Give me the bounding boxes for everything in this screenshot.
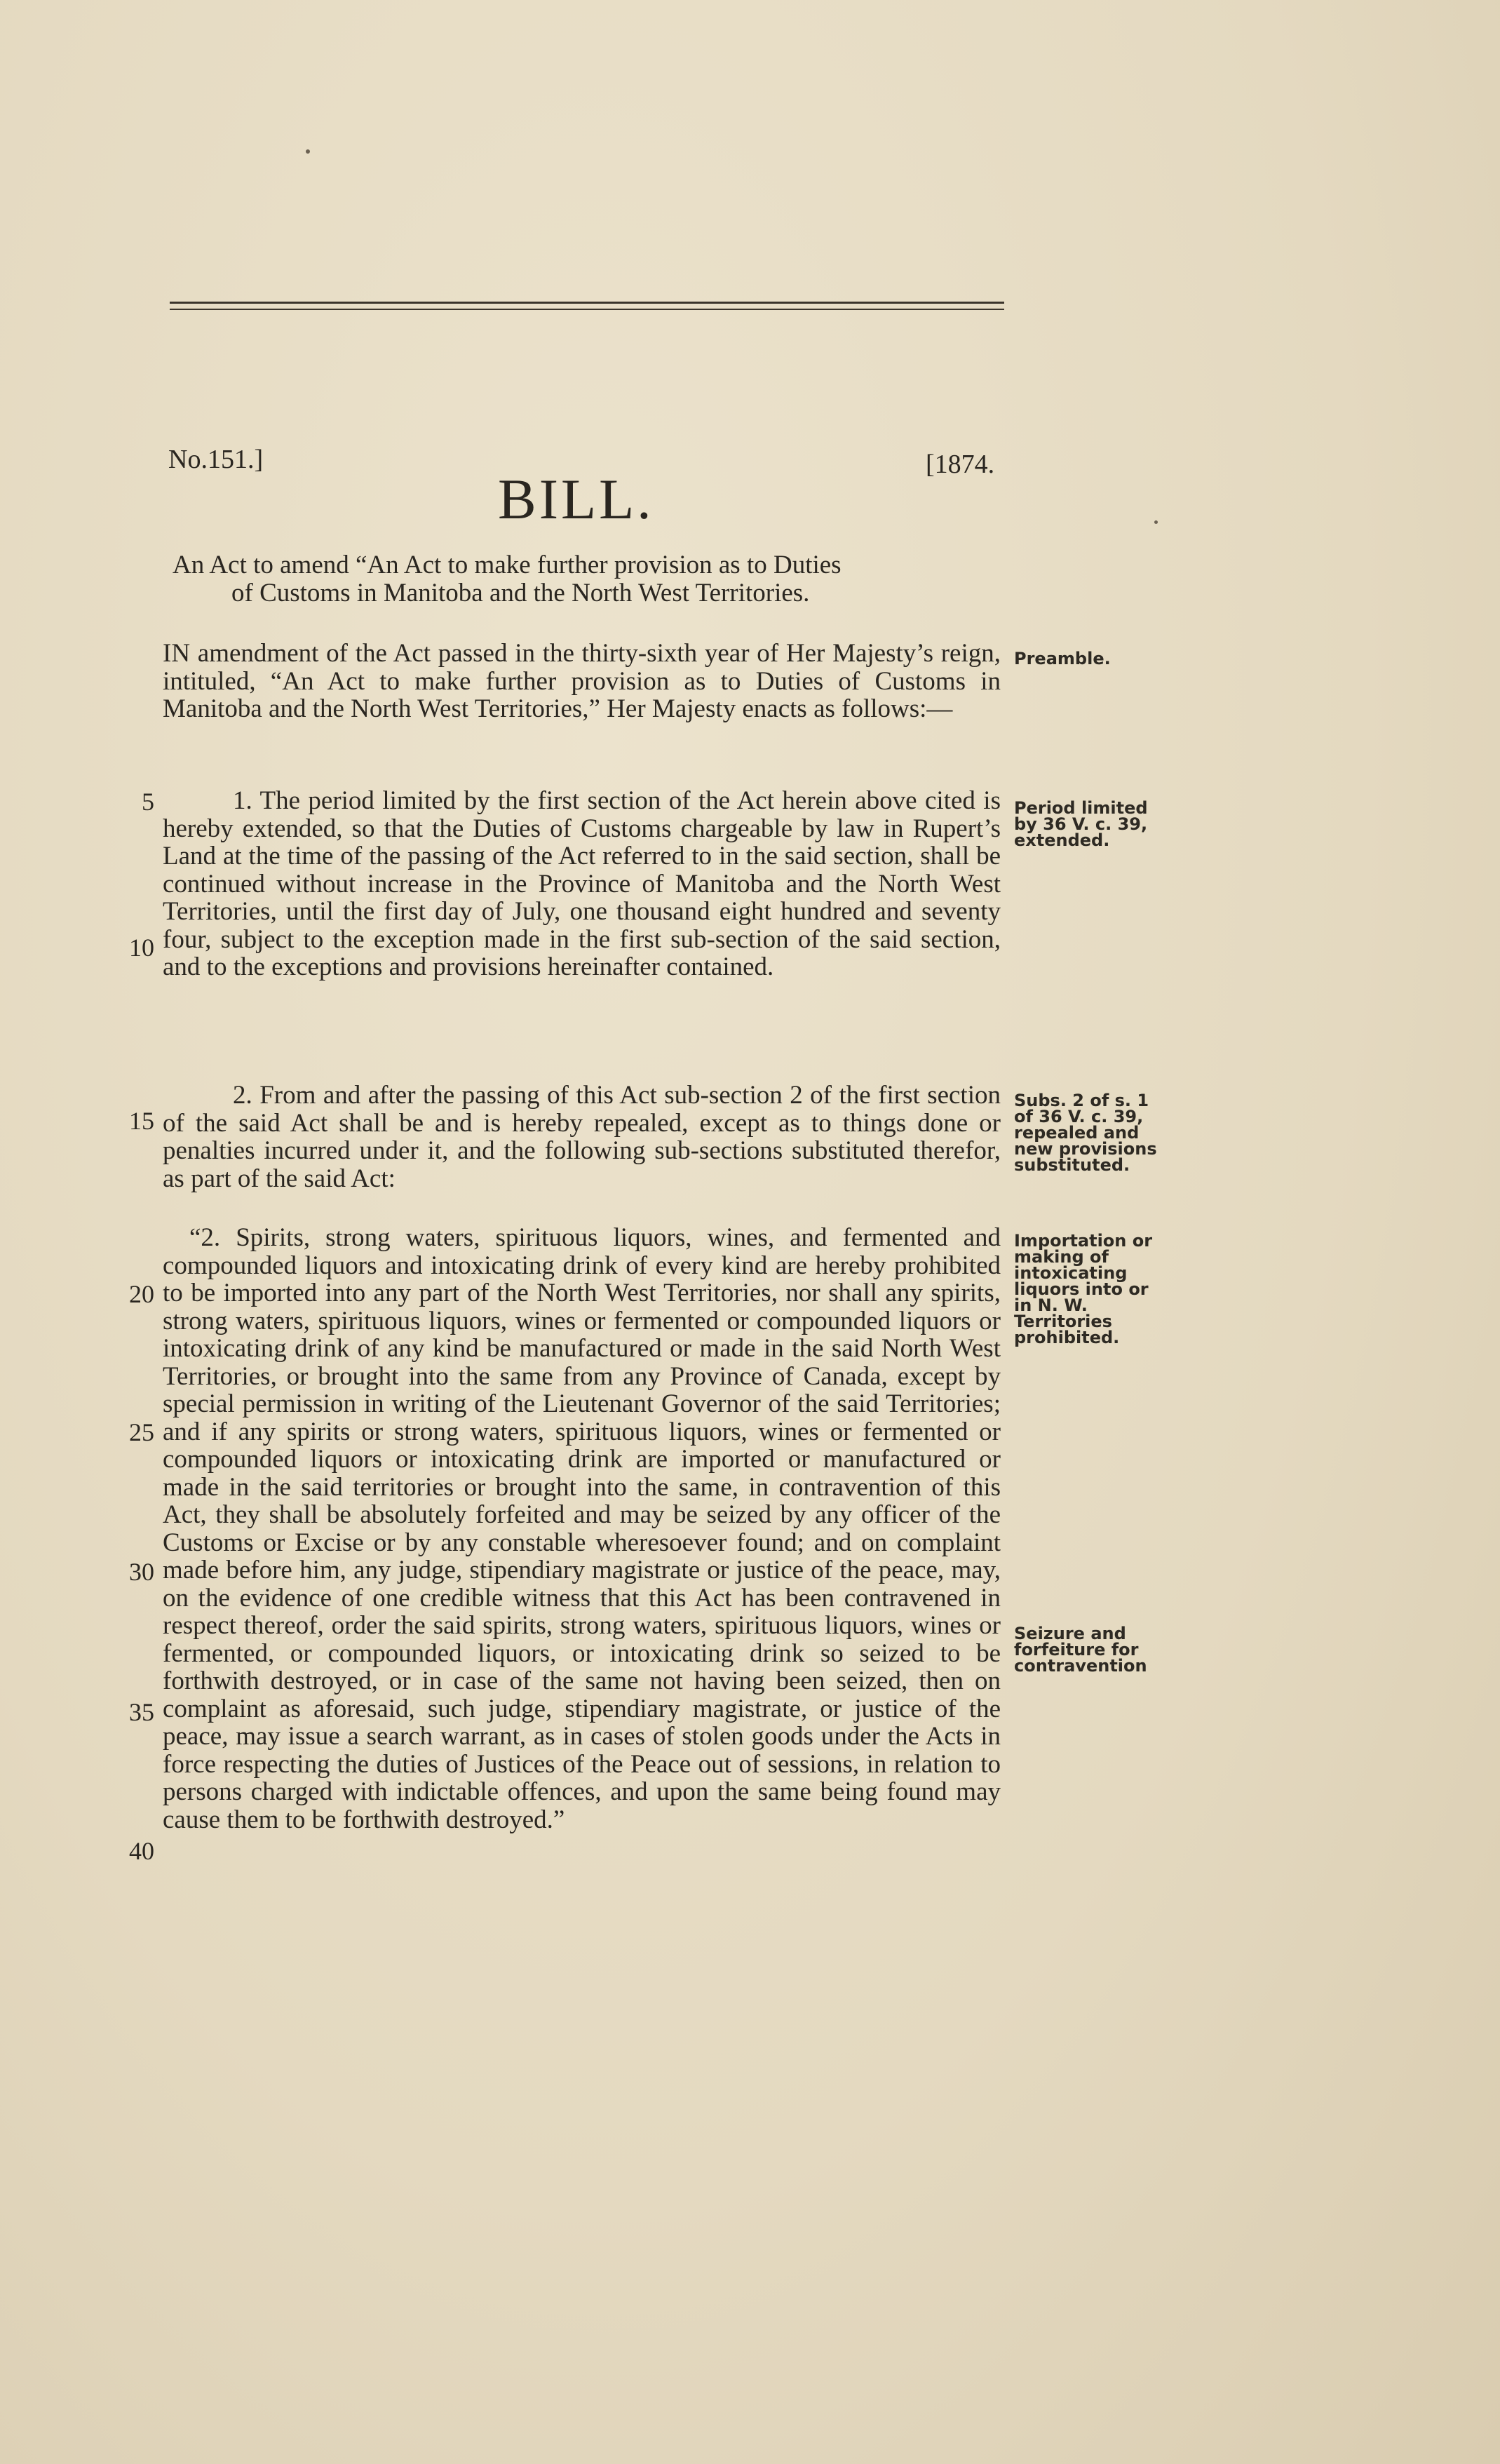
line-number: 20 xyxy=(129,1280,154,1308)
subtitle-line-1: An Act to amend “An Act to make further provision as to Duties xyxy=(173,551,842,579)
line-number: 35 xyxy=(129,1698,154,1726)
top-rule xyxy=(170,302,1004,304)
line-number: 15 xyxy=(129,1107,154,1135)
section-2-paragraph xyxy=(163,1082,1001,1192)
margin-note-preamble: Preamble. xyxy=(1014,649,1111,668)
subtitle-line-2: of Customs in Manitoba and the North West Territories. xyxy=(231,579,810,607)
subsection-2-text: “2. Spirits, strong waters, spirituous liquors, wines, and fermented and compounded liquors and intoxicating drink of every kind are hereby prohibited to be imported into any part of the North West Territories, nor shall any spirits, strong waters, spirituous liquors, wines or fermented or compounded liquors or intoxicating drink of any kind be manufactured or made in the said North West Territories, or brought into the same from any Province of Canada, except by special permission in writing of the Lieutenant Governor of the said Territories; and if any spirits or strong waters, spirituous liquors, wines or fermented or compounded liquors or intoxicating drink are imported or manufactured or made in the said territories or brought into the same, in contravention of this Act, they shall be absolutely forfeited and may be seized by any officer of the Customs or Excise or by any constable wheresoever found; and on complaint made before him, any judge, stipendiary magistrate or justice of the peace, may, on the evidence of one credible witness that this Act has been contravened in respect thereof, order the said spirits, strong waters, spirituous liquors, wines or fermented, or compounded liquors, or intoxicating drink so seized to be forthwith destroyed, or in case of the same not having been seized, then on complaint as aforesaid, such judge, stipendiary magistrate, or justice of the peace, may issue a search warrant, as in cases of stolen goods under the Acts in force respecting the duties of Justices of the Peace out of sessions, in relation to persons charged with indictable offences, and upon the same being found may cause them to be forthwith destroyed.” xyxy=(163,1223,1001,1834)
line-number: 30 xyxy=(129,1558,154,1586)
line-number: 40 xyxy=(129,1837,154,1865)
section-1-paragraph xyxy=(163,787,1001,981)
margin-note-importation: Importation or making of intoxicating liquors into or in N. W. Territories prohibited. xyxy=(1014,1231,1153,1347)
paper-speck xyxy=(306,149,310,154)
margin-note-section-1: Period limited by 36 V. c. 39, extended. xyxy=(1014,798,1148,850)
preamble-text: IN amendment of the Act passed in the thirty-sixth year of Her Majesty’s reign, intituled, “An Act to make further provision as to Duties of Customs in Manitoba and the North West Territories,” Her Majesty enacts as follows:— xyxy=(163,639,1001,723)
section-2-text: 2. From and after the passing of this Act sub-section 2 of the first section of the said Act shall be and is hereby repealed, except as to things done or penalties incurred under it, and the following sub-sections substituted therefor, as part of the said Act: xyxy=(163,1081,1001,1193)
bill-subtitle xyxy=(173,551,1007,607)
bill-number: No.151.] xyxy=(168,445,264,474)
bill-year: [1874. xyxy=(926,450,995,479)
section-1-text: 1. The period limited by the first section of the Act herein above cited is hereby extended, so that the Duties of Customs chargeable by law in Rupert’s Land at the time of the passing of the Act referred to in the said section, shall be continued without increase in the Province of Manitoba and the North West Territories, until the first day of July, one thousand eight hundred and seventy four, subject to the exception made in the first sub-section of the said section, and to the exceptions and provisions hereinafter contained. xyxy=(163,786,1001,981)
top-rule-secondary xyxy=(170,309,1004,310)
line-number: 25 xyxy=(129,1418,154,1446)
margin-note-section-2: Subs. 2 of s. 1 of 36 V. c. 39, repealed and new provisions substituted. xyxy=(1014,1091,1157,1175)
line-number: 5 xyxy=(142,788,154,816)
line-number: 10 xyxy=(129,934,154,962)
paper-speck xyxy=(1154,520,1158,524)
subsection-2-paragraph xyxy=(163,1224,1001,1833)
preamble-paragraph xyxy=(163,640,1001,723)
page-title: BILL. xyxy=(498,467,654,531)
margin-note-seizure: Seizure and forfeiture for contravention xyxy=(1014,1624,1147,1676)
